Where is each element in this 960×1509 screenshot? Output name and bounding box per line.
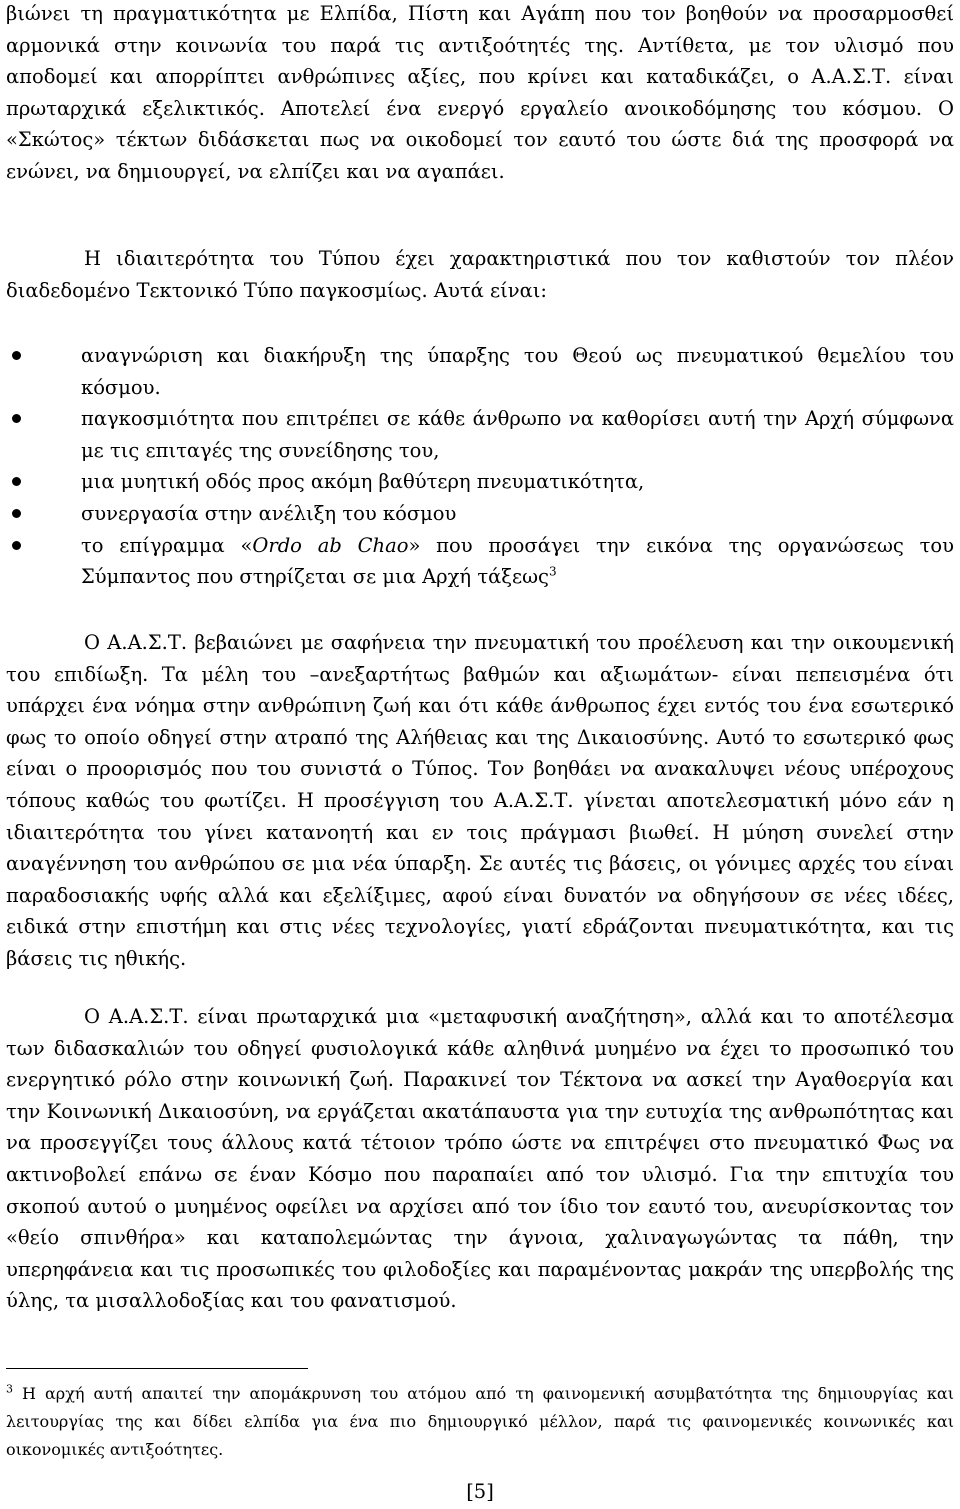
- bullet-icon: [12, 509, 21, 518]
- page-number: [5]: [466, 1480, 494, 1503]
- footnote-separator: [6, 1368, 308, 1369]
- paragraph-metaphysical-quest: Ο Α.Α.Σ.Τ. είναι πρωταρχικά μια «μεταφυσική αναζήτηση», αλλά και το αποτέλεσμα των διδασκαλιών του οδηγεί φυσιολογικά κάθε αληθινά μυημένο να έχει το προσωπικό του ενεργητικό ρόλο στην κοινωνική ζωή. Παρακινεί τον Τέκτονα να ασκεί την Αγαθοεργία και την Κοινωνική Δικαιοσύνη, να εργάζεται ακατάπαυστα για την ευτυχία της ανθρωπότητας και να προσεγγίζει τους άλλους κατά τέτοιον τρόπο ώστε να επιτρέψει στο πνευματικό Φως να ακτινοβολεί επάνω σε έναν Κόσμο που παραπαίει από τον υλισμό. Για την επιτυχία του σκοπού αυτού ο μυημένος οφείλει να αρχίσει από τον ίδιο τον εαυτό του, ανευρίσκοντας τον «θείο σπινθήρα» και καταπολεμώντας την άγνοια, χαλιναγωγώντας τα πάθη, την υπερηφάνεια και τις προσωπικές του φιλοδοξίες και παραμένοντας μακράν της υπερβολής της ύλης, τα μισαλλοδοξίας και του φανατισμού.: [6, 1005, 954, 1313]
- footnote-marker: 3: [6, 1382, 13, 1396]
- bullet-icon: [12, 414, 21, 423]
- characteristics-list: [6, 340, 954, 593]
- paragraph-spiritual-origin: Ο Α.Α.Σ.Τ. βεβαιώνει με σαφήνεια την πνευματική του προέλευση και την οικουμενική του επιδίωξη. Τα μέλη του –ανεξαρτήτως βαθμών και αξιωμάτων- είναι πεπεισμένα ότι υπάρχει ένα νόημα στην ανθρώπινη ζωή και ότι κάθε άνθρωπος έχει εντός του ένα εσωτερικό φως το οποίο οδηγεί στην ατραπό της Αλήθειας και της Δικαιοσύνης. Αυτό το εσωτερικό φως είναι ο προορισμός που του συνιστά ο Τύπος. Τον βοηθάει να ανακαλυψει νέους υπέροχους τόπους καθώς του φωτίζει. Η προσέγγιση του Α.Α.Σ.Τ. γίνεται αποτελεσματική μόνο εάν η ιδιαιτερότητα του γίνει κατανοητή και εν τοις πράγμασι βιωθεί. Η μύηση συνελεί στην αναγέννηση του ανθρώπου σε μια νέα ύπαρξη. Σε αυτές τις βάσεις, οι γόνιμες αρχές του είναι παραδοσιακής υφής αλλά και εξελίξιμες, αφού είναι δυνατόν να οδηγήσουν σε νέες ιδέες, ειδικά στην επιστήμη και στις νέες τεχνολογίες, γιατί εδράζονται πνευματικότητα, και τις βάσεις τις ηθικής.: [6, 631, 954, 970]
- list-item: μια μυητική οδός προς ακόμη βαθύτερη πνευματικότητα,: [6, 466, 954, 498]
- paragraph-rite-characteristics: Η ιδιαιτερότητα του Τύπου έχει χαρακτηριστικά που τον καθιστούν τον πλέον διαδεδομένο Τεκτονικό Τύπο παγκοσμίως. Αυτά είναι:: [6, 247, 954, 302]
- footnote-text: Η αρχή αυτή απαιτεί την απομάκρυνση του ατόμου από τη φαινομενική ασυμβατότητα της δημιουργίας και λειτουργίας της και δίδει ελπίδα για ένα πιο δημιουργικό μέλλον, παρά τις φαινομενικές κοινωνικές και οικονομικές αντιξοότητες.: [6, 1384, 954, 1459]
- bullet-icon: [12, 477, 21, 486]
- list-item: το επίγραμμα «Ordo ab Chao» που προσάγει την εικόνα της οργανώσεως του Σύμπαντος που στηρίζεται σε μια Αρχή τάξεως$^3$: [6, 530, 954, 593]
- bullet-icon: [12, 351, 21, 360]
- list-item: αναγνώριση και διακήρυξη της ύπαρξης του Θεού ως πνευματικού θεμελίου του κόσμου.: [6, 340, 954, 403]
- paragraph-scottish-rite-vision: βιώνει τη πραγματικότητα με Ελπίδα, Πίστη και Αγάπη που τον βοηθούν να προσαρμοσθεί αρμονικά στην κοινωνία του παρά τις αντιξοότητές της. Αντίθετα, με τον υλισμό που αποδομεί και απορρίπτει ανθρώπινες αξίες, που κρίνει και καταδικάζει, ο Α.Α.Σ.Τ. είναι πρωταρχικά εξελικτικός. Αποτελεί ένα ενεργό εργαλείο ανοικοδόμησης του κόσμου. Ο «Σκώτος» τέκτων διδάσκεται πως να οικοδομεί τον εαυτό του ώστε διά της προσφορά να ενώνει, να δημιουργεί, να ελπίζει και να αγαπάει.: [6, 2, 954, 183]
- footnote-reference[interactable]: 3: [548, 564, 557, 579]
- list-item: συνεργασία στην ανέλιξη του κόσμου: [6, 498, 954, 530]
- motto-ordo-ab-chao: Ordo ab Chao: [252, 533, 409, 557]
- bullet-icon: [12, 541, 21, 550]
- footnote: [6, 1380, 954, 1464]
- list-item: παγκοσμιότητα που επιτρέπει σε κάθε άνθρωπο να καθορίσει αυτή την Αρχή σύμφωνα με τις επιταγές της συνείδησης του,: [6, 403, 954, 466]
